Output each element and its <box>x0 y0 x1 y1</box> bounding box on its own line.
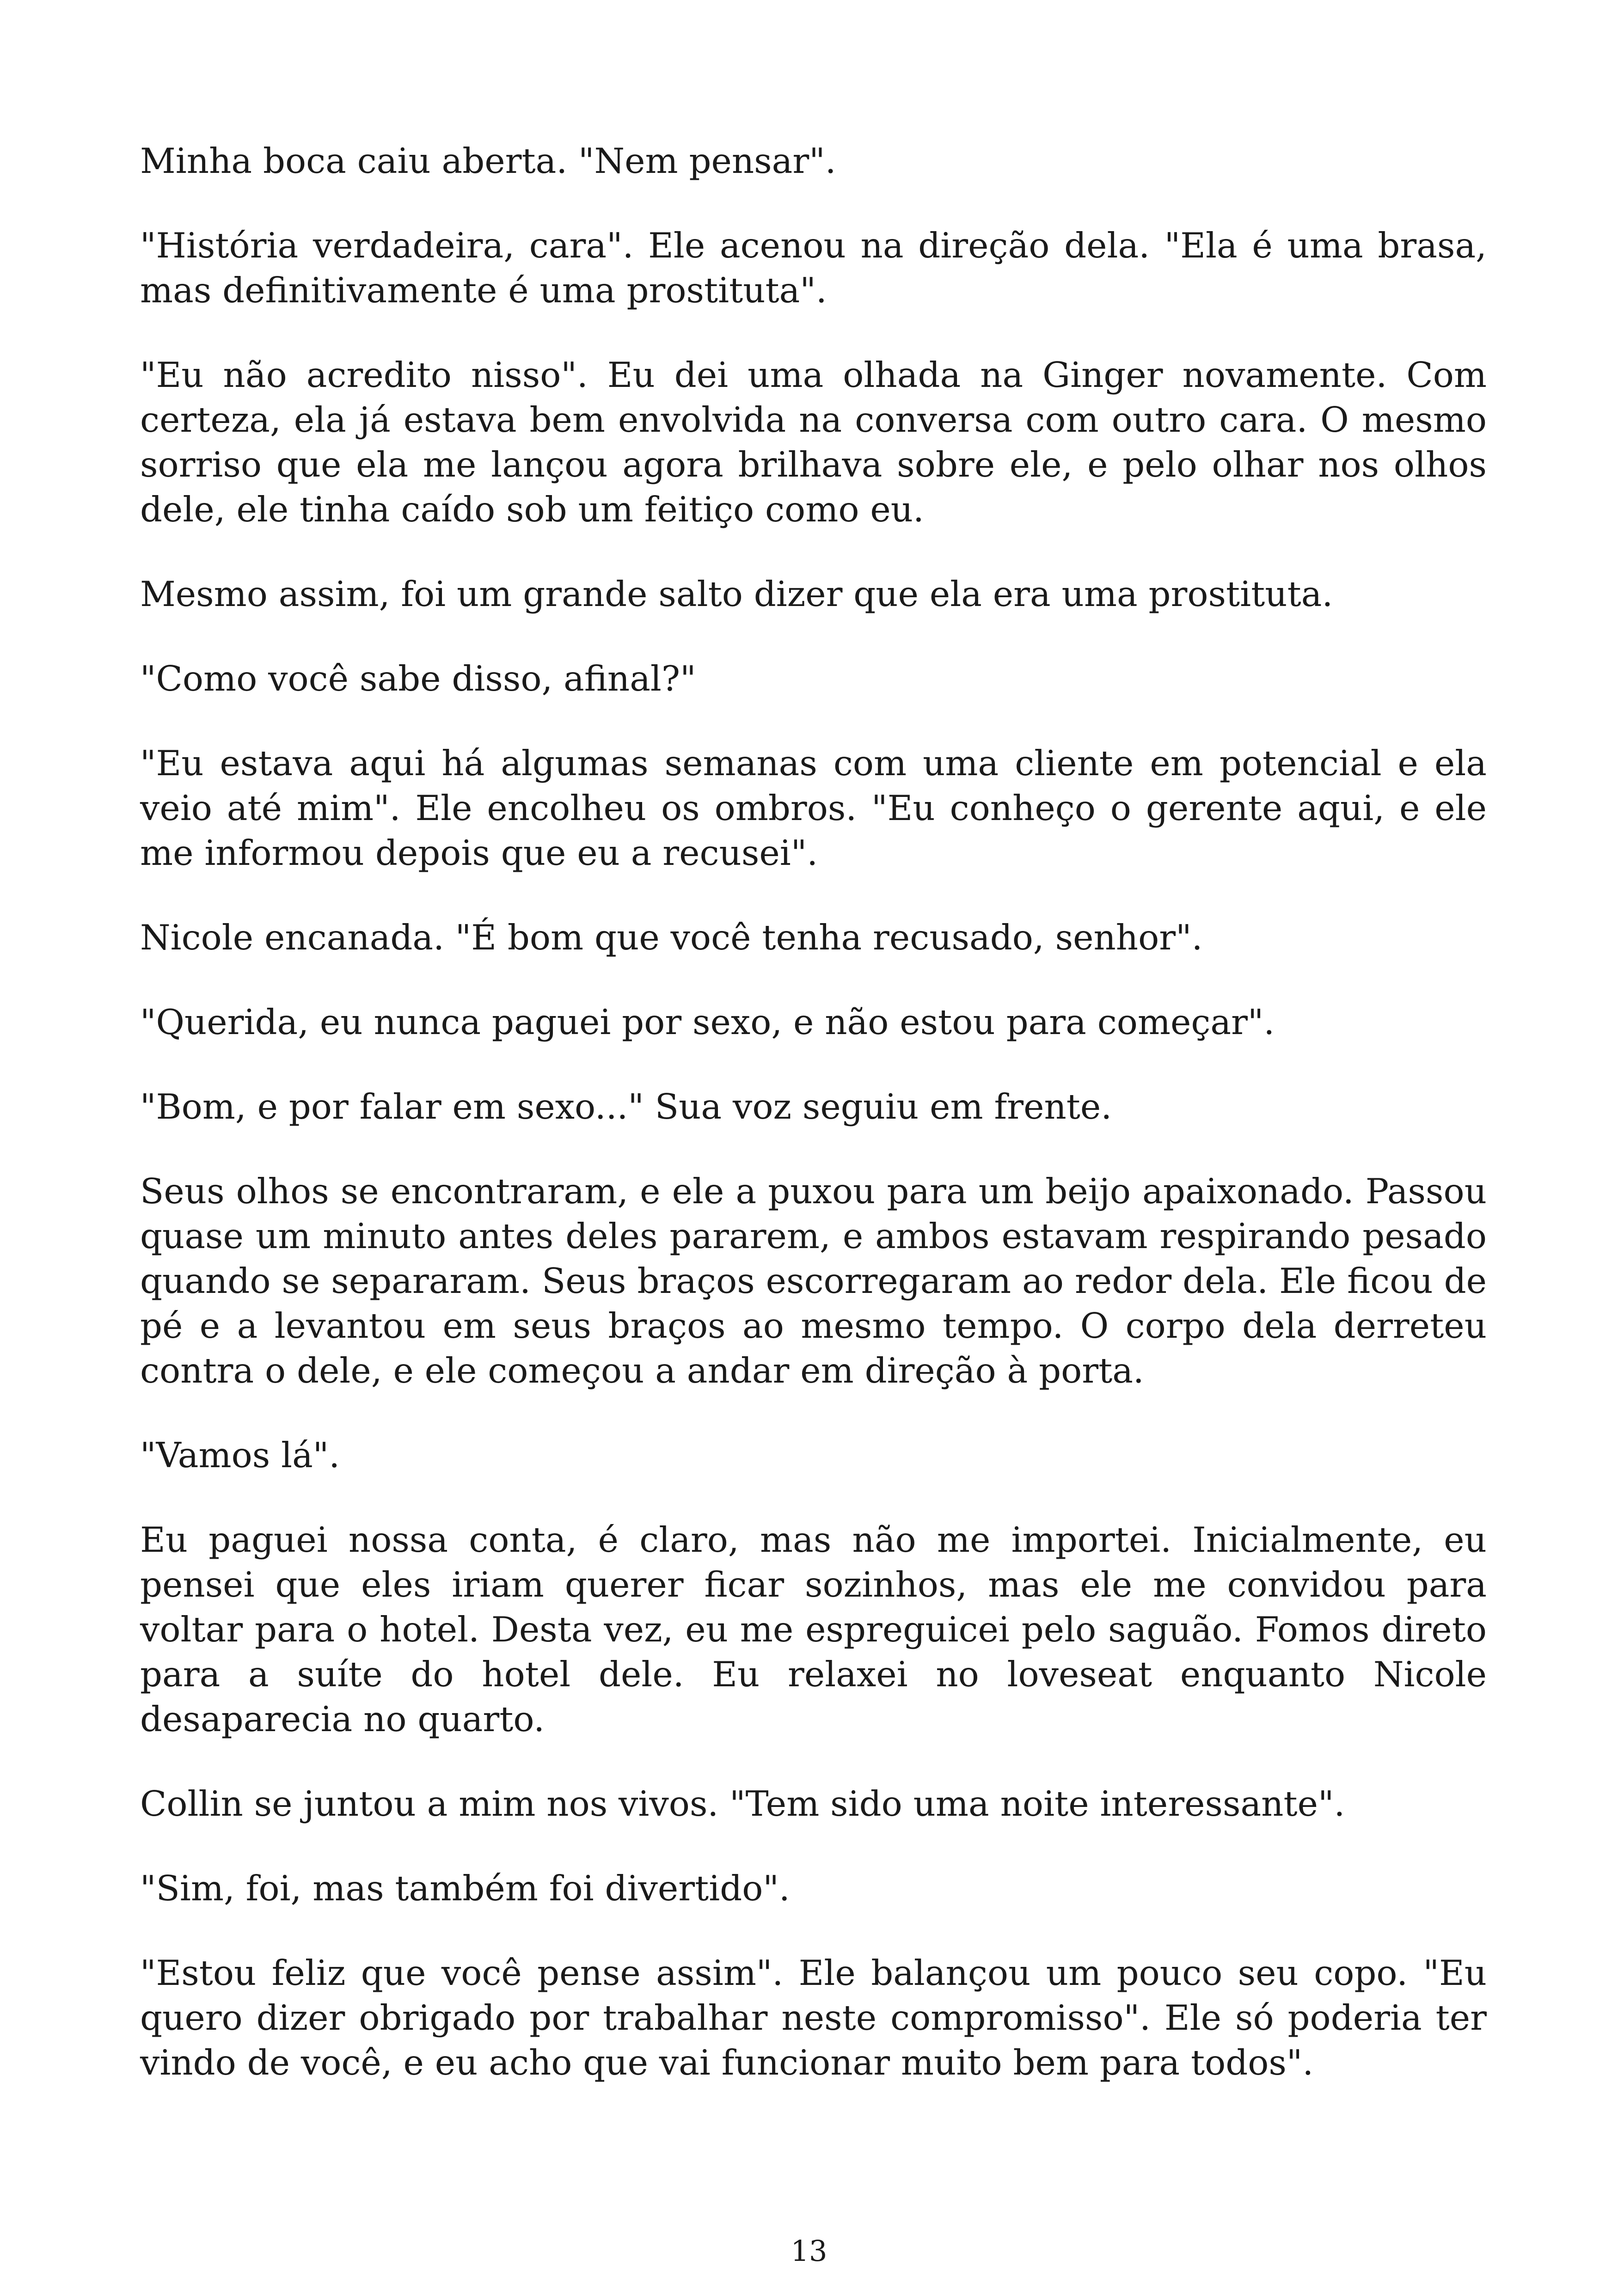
paragraph: Eu paguei nossa conta, é claro, mas não me importei. Inicialmente, eu pensei que eles iriam querer ficar sozinhos, mas ele me convidou para voltar para o hotel. Desta vez, eu me espreguicei pelo saguão. Fomos direto para a suíte do hotel dele. Eu relaxei no loveseat enquanto Nicole desaparecia no quarto. <box>140 1519 1487 1739</box>
paragraph: "Bom, e por falar em sexo..." Sua voz seguiu em frente. <box>140 1086 1112 1127</box>
paragraph: "Eu não acredito nisso". Eu dei uma olhada na Ginger novamente. Com certeza, ela já estava bem envolvida na conversa com outro cara. O mesmo sorriso que ela me lançou agora brilhava sobre ele, e pelo olhar nos olhos dele, ele tinha caído sob um feitiço como eu. <box>140 355 1487 530</box>
paragraph: "História verdadeira, cara". Ele acenou na direção dela. "Ela é uma brasa, mas definitivamente é uma prostituta". <box>140 225 1487 311</box>
paragraph: Seus olhos se encontraram, e ele a puxou para um beijo apaixonado. Passou quase um minuto antes deles pararem, e ambos estavam respirando pesado quando se separaram. Seus braços escorregaram ao redor dela. Ele ficou de pé e a levantou em seus braços ao mesmo tempo. O corpo dela derreteu contra o dele, e ele começou a andar em direção à porta. <box>140 1171 1487 1391</box>
paragraph: Nicole encanada. "É bom que você tenha recusado, senhor". <box>140 917 1203 958</box>
paragraph: "Como você sabe disso, afinal?" <box>140 658 696 699</box>
paragraph: "Querida, eu nunca paguei por sexo, e não estou para começar". <box>140 1002 1275 1042</box>
paragraph: "Estou feliz que você pense assim". Ele balançou um pouco seu copo. "Eu quero dizer obrigado por trabalhar neste compromisso". Ele só poderia ter vindo de você, e eu acho que vai funcionar muito bem para todos". <box>140 1953 1487 2083</box>
page-number: 13 <box>791 2234 827 2268</box>
paragraph: Mesmo assim, foi um grande salto dizer que ela era uma prostituta. <box>140 574 1333 614</box>
paragraph: Minha boca caiu aberta. "Nem pensar". <box>140 141 836 181</box>
body-text <box>140 139 1487 2125</box>
paragraph: "Eu estava aqui há algumas semanas com uma cliente em potencial e ela veio até mim". Ele encolheu os ombros. "Eu conheço o gerente aqui, e ele me informou depois que eu a recusei". <box>140 743 1487 873</box>
paragraph: "Vamos lá". <box>140 1435 340 1476</box>
paragraph: Collin se juntou a mim nos vivos. "Tem sido uma noite interessante". <box>140 1783 1345 1824</box>
paragraph: "Sim, foi, mas também foi divertido". <box>140 1868 790 1909</box>
